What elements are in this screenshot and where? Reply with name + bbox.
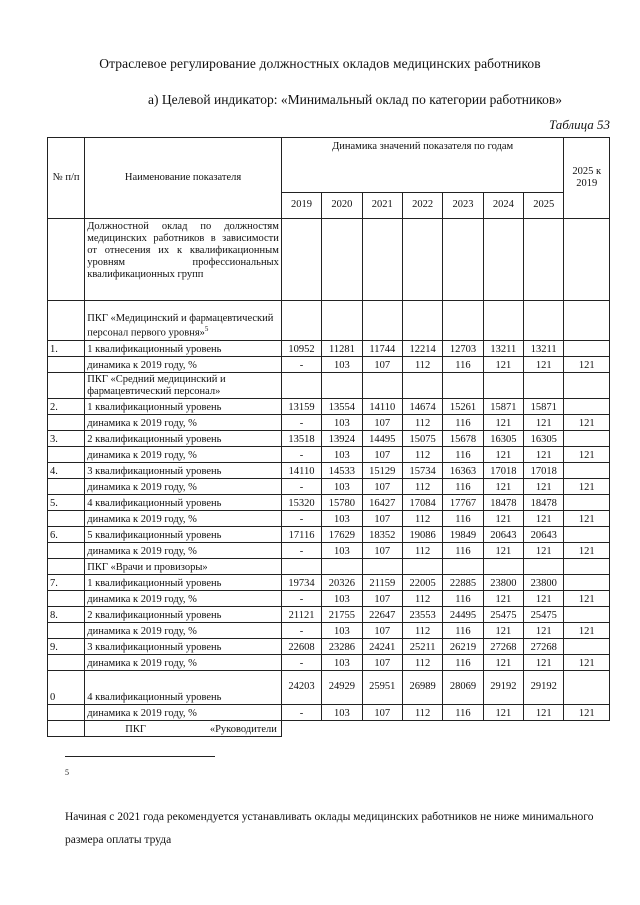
row-label: динамика к 2019 году, % bbox=[85, 447, 282, 463]
empty-cell bbox=[402, 559, 442, 575]
value-cell: 112 bbox=[402, 357, 442, 373]
row-number bbox=[48, 623, 85, 639]
value-cell: 13924 bbox=[322, 431, 362, 447]
value-cell: 22885 bbox=[443, 575, 483, 591]
header-year: 2022 bbox=[402, 193, 442, 219]
total-cell: 121 bbox=[564, 591, 610, 607]
value-cell: 107 bbox=[362, 705, 402, 721]
value-cell: 12214 bbox=[402, 341, 442, 357]
value-cell: 21121 bbox=[281, 607, 321, 623]
row-number: 1. bbox=[48, 341, 85, 357]
value-cell: 121 bbox=[524, 623, 564, 639]
empty-cell bbox=[564, 301, 610, 341]
total-cell: 121 bbox=[564, 511, 610, 527]
value-cell: 19849 bbox=[443, 527, 483, 543]
value-cell: 15261 bbox=[443, 399, 483, 415]
table-caption: Таблица 53 bbox=[548, 117, 610, 132]
value-cell: - bbox=[281, 655, 321, 671]
value-cell: 103 bbox=[322, 623, 362, 639]
total-cell bbox=[564, 575, 610, 591]
value-cell: - bbox=[281, 479, 321, 495]
row-label: динамика к 2019 году, % bbox=[85, 511, 282, 527]
table-row bbox=[48, 671, 610, 705]
value-cell: 112 bbox=[402, 447, 442, 463]
value-cell: 25211 bbox=[402, 639, 442, 655]
header-year: 2020 bbox=[322, 193, 362, 219]
value-cell: 18478 bbox=[483, 495, 523, 511]
row-number: 7. bbox=[48, 575, 85, 591]
value-cell: - bbox=[281, 705, 321, 721]
total-cell: 121 bbox=[564, 623, 610, 639]
row-label: динамика к 2019 году, % bbox=[85, 357, 282, 373]
empty-cell bbox=[402, 219, 442, 301]
row-label: 2 квалификационный уровень bbox=[85, 431, 282, 447]
header-year: 2025 bbox=[524, 193, 564, 219]
document-title: Отраслевое регулирование должностных окладов медицинских работников bbox=[99, 56, 541, 71]
value-cell: 121 bbox=[524, 591, 564, 607]
table-row bbox=[48, 575, 610, 591]
row-number bbox=[48, 591, 85, 607]
table-row bbox=[48, 415, 610, 431]
value-cell: 13211 bbox=[483, 341, 523, 357]
value-cell: 24495 bbox=[443, 607, 483, 623]
empty-cell bbox=[322, 219, 362, 301]
value-cell: 27268 bbox=[483, 639, 523, 655]
table-row bbox=[48, 591, 610, 607]
group-row bbox=[48, 373, 610, 399]
empty-cell bbox=[564, 219, 610, 301]
row-number bbox=[48, 479, 85, 495]
row-number bbox=[48, 655, 85, 671]
trailing-label: ПКГ «Руководители bbox=[85, 721, 282, 737]
value-cell: 107 bbox=[362, 655, 402, 671]
group-label-text: ПКГ «Врачи и провизоры» bbox=[87, 561, 208, 573]
value-cell: 24929 bbox=[322, 671, 362, 705]
value-cell: 15678 bbox=[443, 431, 483, 447]
table-row bbox=[48, 479, 610, 495]
empty-cell bbox=[443, 559, 483, 575]
value-cell: 14110 bbox=[281, 463, 321, 479]
empty-cell bbox=[443, 373, 483, 399]
value-cell: 19086 bbox=[402, 527, 442, 543]
value-cell: 116 bbox=[443, 705, 483, 721]
value-cell: 28069 bbox=[443, 671, 483, 705]
row-number bbox=[48, 357, 85, 373]
value-cell: 107 bbox=[362, 479, 402, 495]
row-number bbox=[48, 511, 85, 527]
row-number bbox=[48, 447, 85, 463]
row-label: динамика к 2019 году, % bbox=[85, 591, 282, 607]
table-row bbox=[48, 623, 610, 639]
value-cell: 121 bbox=[483, 511, 523, 527]
empty-cell bbox=[48, 219, 85, 301]
value-cell: 15871 bbox=[524, 399, 564, 415]
row-number: 9. bbox=[48, 639, 85, 655]
value-cell: 121 bbox=[483, 705, 523, 721]
row-label: динамика к 2019 году, % bbox=[85, 479, 282, 495]
value-cell: 112 bbox=[402, 543, 442, 559]
row-label: 5 квалификационный уровень bbox=[85, 527, 282, 543]
value-cell: 23553 bbox=[402, 607, 442, 623]
value-cell: 27268 bbox=[524, 639, 564, 655]
value-cell: 26989 bbox=[402, 671, 442, 705]
header-2025-vs-2019: 2025 к 2019 bbox=[564, 138, 610, 219]
value-cell: - bbox=[281, 511, 321, 527]
row-number bbox=[48, 705, 85, 721]
value-cell: 116 bbox=[443, 447, 483, 463]
empty-cell bbox=[48, 559, 85, 575]
empty-cell bbox=[402, 373, 442, 399]
total-cell: 121 bbox=[564, 447, 610, 463]
table-row bbox=[48, 357, 610, 373]
value-cell: - bbox=[281, 543, 321, 559]
value-cell: 103 bbox=[322, 479, 362, 495]
total-cell bbox=[564, 495, 610, 511]
empty-cell bbox=[524, 219, 564, 301]
value-cell: 22647 bbox=[362, 607, 402, 623]
empty-cell bbox=[362, 559, 402, 575]
value-cell: 116 bbox=[443, 543, 483, 559]
value-cell: 22005 bbox=[402, 575, 442, 591]
table-row bbox=[48, 543, 610, 559]
value-cell: 20643 bbox=[483, 527, 523, 543]
table-row bbox=[48, 495, 610, 511]
value-cell: 121 bbox=[483, 655, 523, 671]
group-label-text: ПКГ «Средний медицинский и фармацевтический персонал» bbox=[87, 373, 226, 397]
value-cell: 21755 bbox=[322, 607, 362, 623]
empty-cell bbox=[362, 301, 402, 341]
row-label: 2 квалификационный уровень bbox=[85, 607, 282, 623]
value-cell: 17767 bbox=[443, 495, 483, 511]
value-cell: 121 bbox=[524, 705, 564, 721]
value-cell: 107 bbox=[362, 447, 402, 463]
value-cell: 116 bbox=[443, 511, 483, 527]
value-cell: - bbox=[281, 447, 321, 463]
empty-cell bbox=[48, 721, 85, 737]
value-cell: 14674 bbox=[402, 399, 442, 415]
value-cell: 112 bbox=[402, 705, 442, 721]
total-cell: 121 bbox=[564, 479, 610, 495]
empty-cell bbox=[322, 559, 362, 575]
value-cell: 103 bbox=[322, 447, 362, 463]
value-cell: 19734 bbox=[281, 575, 321, 591]
table-row bbox=[48, 463, 610, 479]
total-cell bbox=[564, 639, 610, 655]
value-cell: 29192 bbox=[524, 671, 564, 705]
value-cell: 103 bbox=[322, 357, 362, 373]
value-cell: 14495 bbox=[362, 431, 402, 447]
row-label: 1 квалификационный уровень bbox=[85, 341, 282, 357]
value-cell: 17116 bbox=[281, 527, 321, 543]
group-label bbox=[85, 559, 282, 575]
value-cell: 103 bbox=[322, 415, 362, 431]
row-label: динамика к 2019 году, % bbox=[85, 623, 282, 639]
header-dynamics: Динамика значений показателя по годам bbox=[281, 138, 564, 193]
value-cell: 116 bbox=[443, 357, 483, 373]
total-cell: 121 bbox=[564, 415, 610, 431]
value-cell: 121 bbox=[524, 357, 564, 373]
row-label: динамика к 2019 году, % bbox=[85, 655, 282, 671]
total-cell: 121 bbox=[564, 655, 610, 671]
empty-cell bbox=[524, 301, 564, 341]
total-cell: 121 bbox=[564, 357, 610, 373]
value-cell: 121 bbox=[483, 591, 523, 607]
row-label: динамика к 2019 году, % bbox=[85, 415, 282, 431]
value-cell: 121 bbox=[524, 415, 564, 431]
value-cell: 18352 bbox=[362, 527, 402, 543]
header-name: Наименование показателя bbox=[85, 138, 282, 219]
document-subtitle: а) Целевой индикатор: «Минимальный оклад по категории работников» bbox=[148, 92, 562, 107]
empty-cell bbox=[362, 373, 402, 399]
value-cell: 121 bbox=[483, 623, 523, 639]
empty-cell bbox=[281, 301, 321, 341]
table-body bbox=[48, 219, 610, 737]
value-cell: 13211 bbox=[524, 341, 564, 357]
value-cell: 26219 bbox=[443, 639, 483, 655]
value-cell: 24241 bbox=[362, 639, 402, 655]
table-row bbox=[48, 431, 610, 447]
value-cell: 23800 bbox=[483, 575, 523, 591]
row-label: 1 квалификационный уровень bbox=[85, 399, 282, 415]
empty-cell bbox=[483, 301, 523, 341]
value-cell: 112 bbox=[402, 479, 442, 495]
header-number: № п/п bbox=[48, 138, 85, 219]
value-cell: 15075 bbox=[402, 431, 442, 447]
empty-cell bbox=[564, 559, 610, 575]
value-cell: 13159 bbox=[281, 399, 321, 415]
total-cell: 121 bbox=[564, 705, 610, 721]
empty-cell bbox=[281, 219, 321, 301]
value-cell: 20326 bbox=[322, 575, 362, 591]
salary-table bbox=[47, 137, 610, 737]
empty-cell bbox=[483, 373, 523, 399]
value-cell: 112 bbox=[402, 591, 442, 607]
value-cell: 13554 bbox=[322, 399, 362, 415]
value-cell: 15129 bbox=[362, 463, 402, 479]
value-cell: 15780 bbox=[322, 495, 362, 511]
value-cell: 121 bbox=[483, 543, 523, 559]
value-cell: 14533 bbox=[322, 463, 362, 479]
empty-cell bbox=[483, 219, 523, 301]
header-year: 2021 bbox=[362, 193, 402, 219]
value-cell: 116 bbox=[443, 415, 483, 431]
value-cell: 29192 bbox=[483, 671, 523, 705]
empty-cell bbox=[281, 373, 321, 399]
value-cell: 121 bbox=[524, 479, 564, 495]
footnote-text: Начиная с 2021 года рекомендуется устанавливать оклады медицинских работников не ниже минимального размера оплаты труда bbox=[65, 811, 594, 846]
value-cell: 20643 bbox=[524, 527, 564, 543]
group-label bbox=[85, 373, 282, 399]
row-number: 2. bbox=[48, 399, 85, 415]
row-label: 1 квалификационный уровень bbox=[85, 575, 282, 591]
row-label: динамика к 2019 году, % bbox=[85, 705, 282, 721]
value-cell: 121 bbox=[524, 447, 564, 463]
total-cell bbox=[564, 527, 610, 543]
value-cell: 25951 bbox=[362, 671, 402, 705]
empty-cell bbox=[564, 373, 610, 399]
table-row bbox=[48, 447, 610, 463]
group-label-text: ПКГ «Медицинский и фармацевтический персонал первого уровня» bbox=[87, 313, 274, 339]
row-label: 4 квалификационный уровень bbox=[85, 671, 282, 705]
empty-cell bbox=[524, 559, 564, 575]
empty-cell bbox=[483, 559, 523, 575]
total-cell bbox=[564, 341, 610, 357]
value-cell: 121 bbox=[483, 415, 523, 431]
table-row bbox=[48, 639, 610, 655]
row-label: динамика к 2019 году, % bbox=[85, 543, 282, 559]
value-cell: 112 bbox=[402, 415, 442, 431]
value-cell: 14110 bbox=[362, 399, 402, 415]
group-label bbox=[85, 301, 282, 341]
value-cell: - bbox=[281, 591, 321, 607]
table-row bbox=[48, 527, 610, 543]
row-number bbox=[48, 415, 85, 431]
value-cell: 23800 bbox=[524, 575, 564, 591]
table-row bbox=[48, 705, 610, 721]
total-cell bbox=[564, 607, 610, 623]
value-cell: - bbox=[281, 357, 321, 373]
row-number: 5. bbox=[48, 495, 85, 511]
value-cell: 121 bbox=[524, 543, 564, 559]
value-cell: 22608 bbox=[281, 639, 321, 655]
value-cell: 17018 bbox=[524, 463, 564, 479]
value-cell: 24203 bbox=[281, 671, 321, 705]
value-cell: 103 bbox=[322, 511, 362, 527]
row-number: 3. bbox=[48, 431, 85, 447]
empty-cell bbox=[524, 373, 564, 399]
row-label: 4 квалификационный уровень bbox=[85, 495, 282, 511]
total-cell: 121 bbox=[564, 543, 610, 559]
value-cell: - bbox=[281, 415, 321, 431]
value-cell: 116 bbox=[443, 655, 483, 671]
header-year: 2023 bbox=[443, 193, 483, 219]
row-number: 4. bbox=[48, 463, 85, 479]
value-cell: 13518 bbox=[281, 431, 321, 447]
empty-cell bbox=[48, 373, 85, 399]
value-cell: 107 bbox=[362, 511, 402, 527]
value-cell: 116 bbox=[443, 623, 483, 639]
row-label: 3 квалификационный уровень bbox=[85, 463, 282, 479]
value-cell: 107 bbox=[362, 591, 402, 607]
value-cell: 121 bbox=[483, 357, 523, 373]
value-cell: 107 bbox=[362, 357, 402, 373]
value-cell: 15734 bbox=[402, 463, 442, 479]
value-cell: 16305 bbox=[483, 431, 523, 447]
footnote-ref: 5 bbox=[204, 325, 209, 334]
value-cell: 16427 bbox=[362, 495, 402, 511]
value-cell: 11744 bbox=[362, 341, 402, 357]
value-cell: 15320 bbox=[281, 495, 321, 511]
value-cell: 116 bbox=[443, 479, 483, 495]
value-cell: 107 bbox=[362, 543, 402, 559]
value-cell: 11281 bbox=[322, 341, 362, 357]
empty-cell bbox=[443, 301, 483, 341]
total-cell bbox=[564, 431, 610, 447]
value-cell: - bbox=[281, 623, 321, 639]
header-year: 2019 bbox=[281, 193, 321, 219]
group-row bbox=[48, 301, 610, 341]
empty-cell bbox=[281, 559, 321, 575]
intro-row bbox=[48, 219, 610, 301]
row-number: 0 bbox=[48, 671, 85, 705]
value-cell: 121 bbox=[483, 479, 523, 495]
value-cell: 107 bbox=[362, 623, 402, 639]
value-cell: 21159 bbox=[362, 575, 402, 591]
table-row bbox=[48, 607, 610, 623]
value-cell: 121 bbox=[483, 447, 523, 463]
value-cell: 103 bbox=[322, 543, 362, 559]
value-cell: 25475 bbox=[483, 607, 523, 623]
value-cell: 112 bbox=[402, 623, 442, 639]
row-number bbox=[48, 543, 85, 559]
footnote-mark: 5 bbox=[65, 768, 69, 777]
row-label: 3 квалификационный уровень bbox=[85, 639, 282, 655]
value-cell: 107 bbox=[362, 415, 402, 431]
value-cell: 103 bbox=[322, 591, 362, 607]
value-cell: 17084 bbox=[402, 495, 442, 511]
value-cell: 18478 bbox=[524, 495, 564, 511]
intro-label: Должностной оклад по должностям медицинских работников в зависимости от отнесения их к квалификационным уровням профессиональных квалификационных групп bbox=[85, 219, 282, 301]
table-row bbox=[48, 399, 610, 415]
table-row bbox=[48, 511, 610, 527]
value-cell: 23286 bbox=[322, 639, 362, 655]
value-cell: 25475 bbox=[524, 607, 564, 623]
value-cell: 121 bbox=[524, 655, 564, 671]
value-cell: 15871 bbox=[483, 399, 523, 415]
value-cell: 116 bbox=[443, 591, 483, 607]
empty-cell bbox=[48, 301, 85, 341]
value-cell: 17629 bbox=[322, 527, 362, 543]
total-cell bbox=[564, 399, 610, 415]
group-row bbox=[48, 559, 610, 575]
table-row bbox=[48, 655, 610, 671]
trailing-row bbox=[48, 721, 610, 737]
footnote-divider bbox=[65, 756, 215, 757]
row-number: 6. bbox=[48, 527, 85, 543]
value-cell: 103 bbox=[322, 705, 362, 721]
value-cell: 112 bbox=[402, 655, 442, 671]
value-cell: 16363 bbox=[443, 463, 483, 479]
value-cell: 112 bbox=[402, 511, 442, 527]
header-year: 2024 bbox=[483, 193, 523, 219]
value-cell: 12703 bbox=[443, 341, 483, 357]
empty-cell bbox=[322, 301, 362, 341]
empty-cell bbox=[362, 219, 402, 301]
total-cell bbox=[564, 671, 610, 705]
value-cell: 16305 bbox=[524, 431, 564, 447]
total-cell bbox=[564, 463, 610, 479]
row-number: 8. bbox=[48, 607, 85, 623]
value-cell: 121 bbox=[524, 511, 564, 527]
value-cell: 10952 bbox=[281, 341, 321, 357]
empty-cell bbox=[443, 219, 483, 301]
empty-cell bbox=[322, 373, 362, 399]
value-cell: 17018 bbox=[483, 463, 523, 479]
value-cell: 103 bbox=[322, 655, 362, 671]
table-row bbox=[48, 341, 610, 357]
empty-cell bbox=[402, 301, 442, 341]
